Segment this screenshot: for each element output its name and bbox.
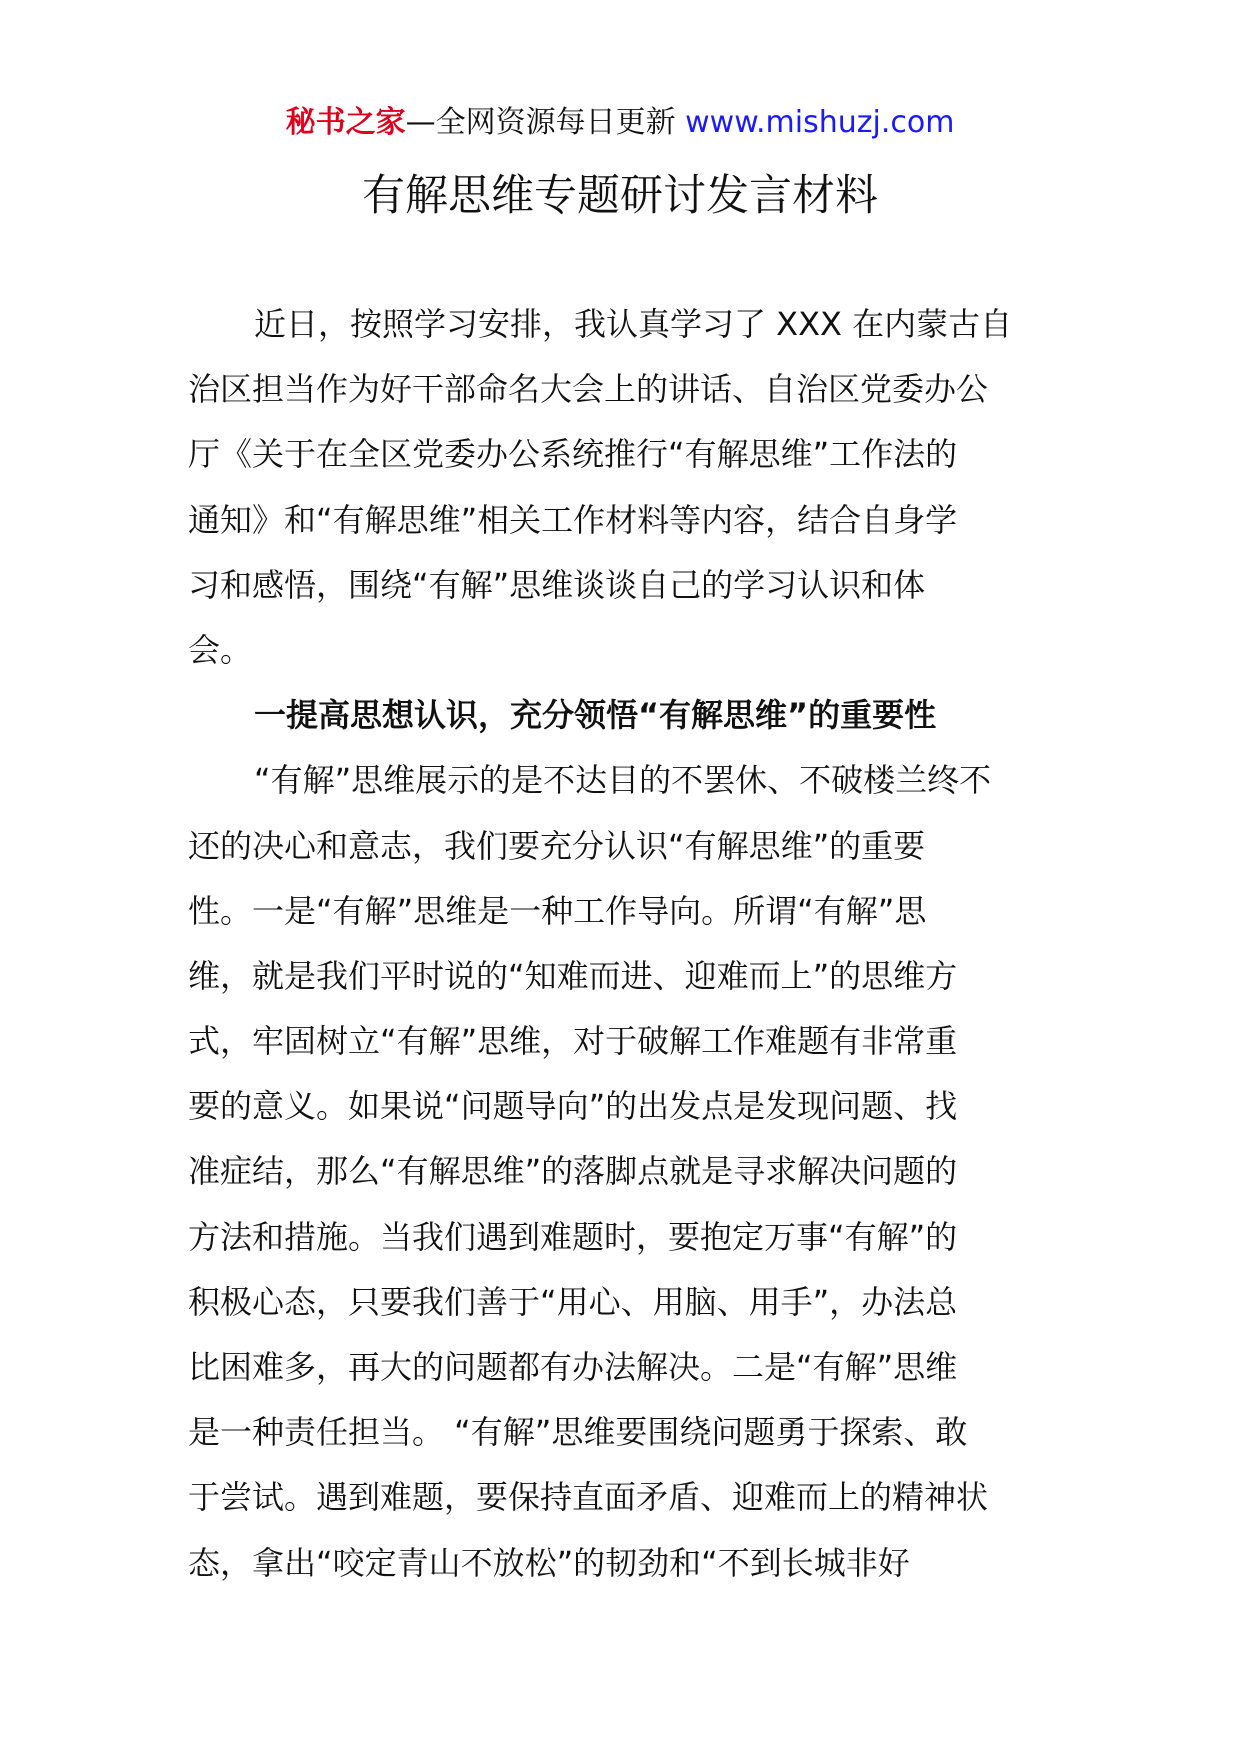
body-line: 方法和措施。当我们遇到难题时，要抱定万事“有解”的: [188, 1217, 958, 1256]
body-line: 态，拿出“咬定青山不放松”的韧劲和“不到长城非好: [188, 1543, 910, 1582]
body-line: 比困难多，再大的问题都有办法解决。二是“有解”思维: [188, 1348, 958, 1386]
body-line: 积极心态，只要我们善于“用心、用脑、用手”，办法总: [188, 1282, 958, 1321]
body-line: 会。: [188, 630, 253, 669]
body-line: 厅《关于在全区党委办公系统推行“有解思维”工作法的: [188, 435, 958, 474]
body-line: 准症结，那么“有解思维”的落脚点就是寻求解决问题的: [188, 1152, 958, 1191]
site-header: [0, 100, 1240, 146]
body-line: 通知》和“有解思维”相关工作材料等内容，结合自身学: [188, 500, 958, 539]
body-line: 性。一是“有解”思维是一种工作导向。所谓“有解”思: [188, 891, 927, 930]
body-line: 习和感悟，围绕“有解”思维谈谈自己的学习认识和体: [188, 565, 926, 604]
body-line: 式，牢固树立“有解”思维，对于破解工作难题有非常重: [188, 1022, 958, 1061]
document-body: [188, 292, 1058, 1596]
body-line: 要的意义。如果说“问题导向”的出发点是发现问题、找: [188, 1087, 958, 1126]
brand-name: 秘书之家: [285, 105, 406, 140]
body-line: 维，就是我们平时说的“知难而进、迎难而上”的思维方: [188, 956, 958, 995]
body-line: 治区担当作为好干部命名大会上的讲话、自治区党委办公: [188, 370, 989, 409]
body-line: 近日，按照学习安排，我认真学习了 XXX 在内蒙古自: [254, 305, 1013, 343]
section-heading: 一提高思想认识，充分领悟“有解思维”的重要性: [254, 696, 937, 735]
body-line: 是一种责任担当。 “有解”思维要围绕问题勇于探索、敢: [188, 1413, 968, 1452]
body-line: 于尝试。遇到难题，要保持直面矛盾、迎难而上的精神状: [188, 1478, 989, 1517]
site-url-link[interactable]: www.mishuzj.com: [685, 105, 955, 140]
header-slogan: —全网资源每日更新: [405, 105, 676, 140]
body-line: “有解”思维展示的是不达目的不罢休、不破楼兰终不: [254, 761, 992, 800]
document-title: 有解思维专题研讨发言材料: [362, 171, 878, 221]
body-line: 还的决心和意志，我们要充分认识“有解思维”的重要: [188, 826, 926, 865]
